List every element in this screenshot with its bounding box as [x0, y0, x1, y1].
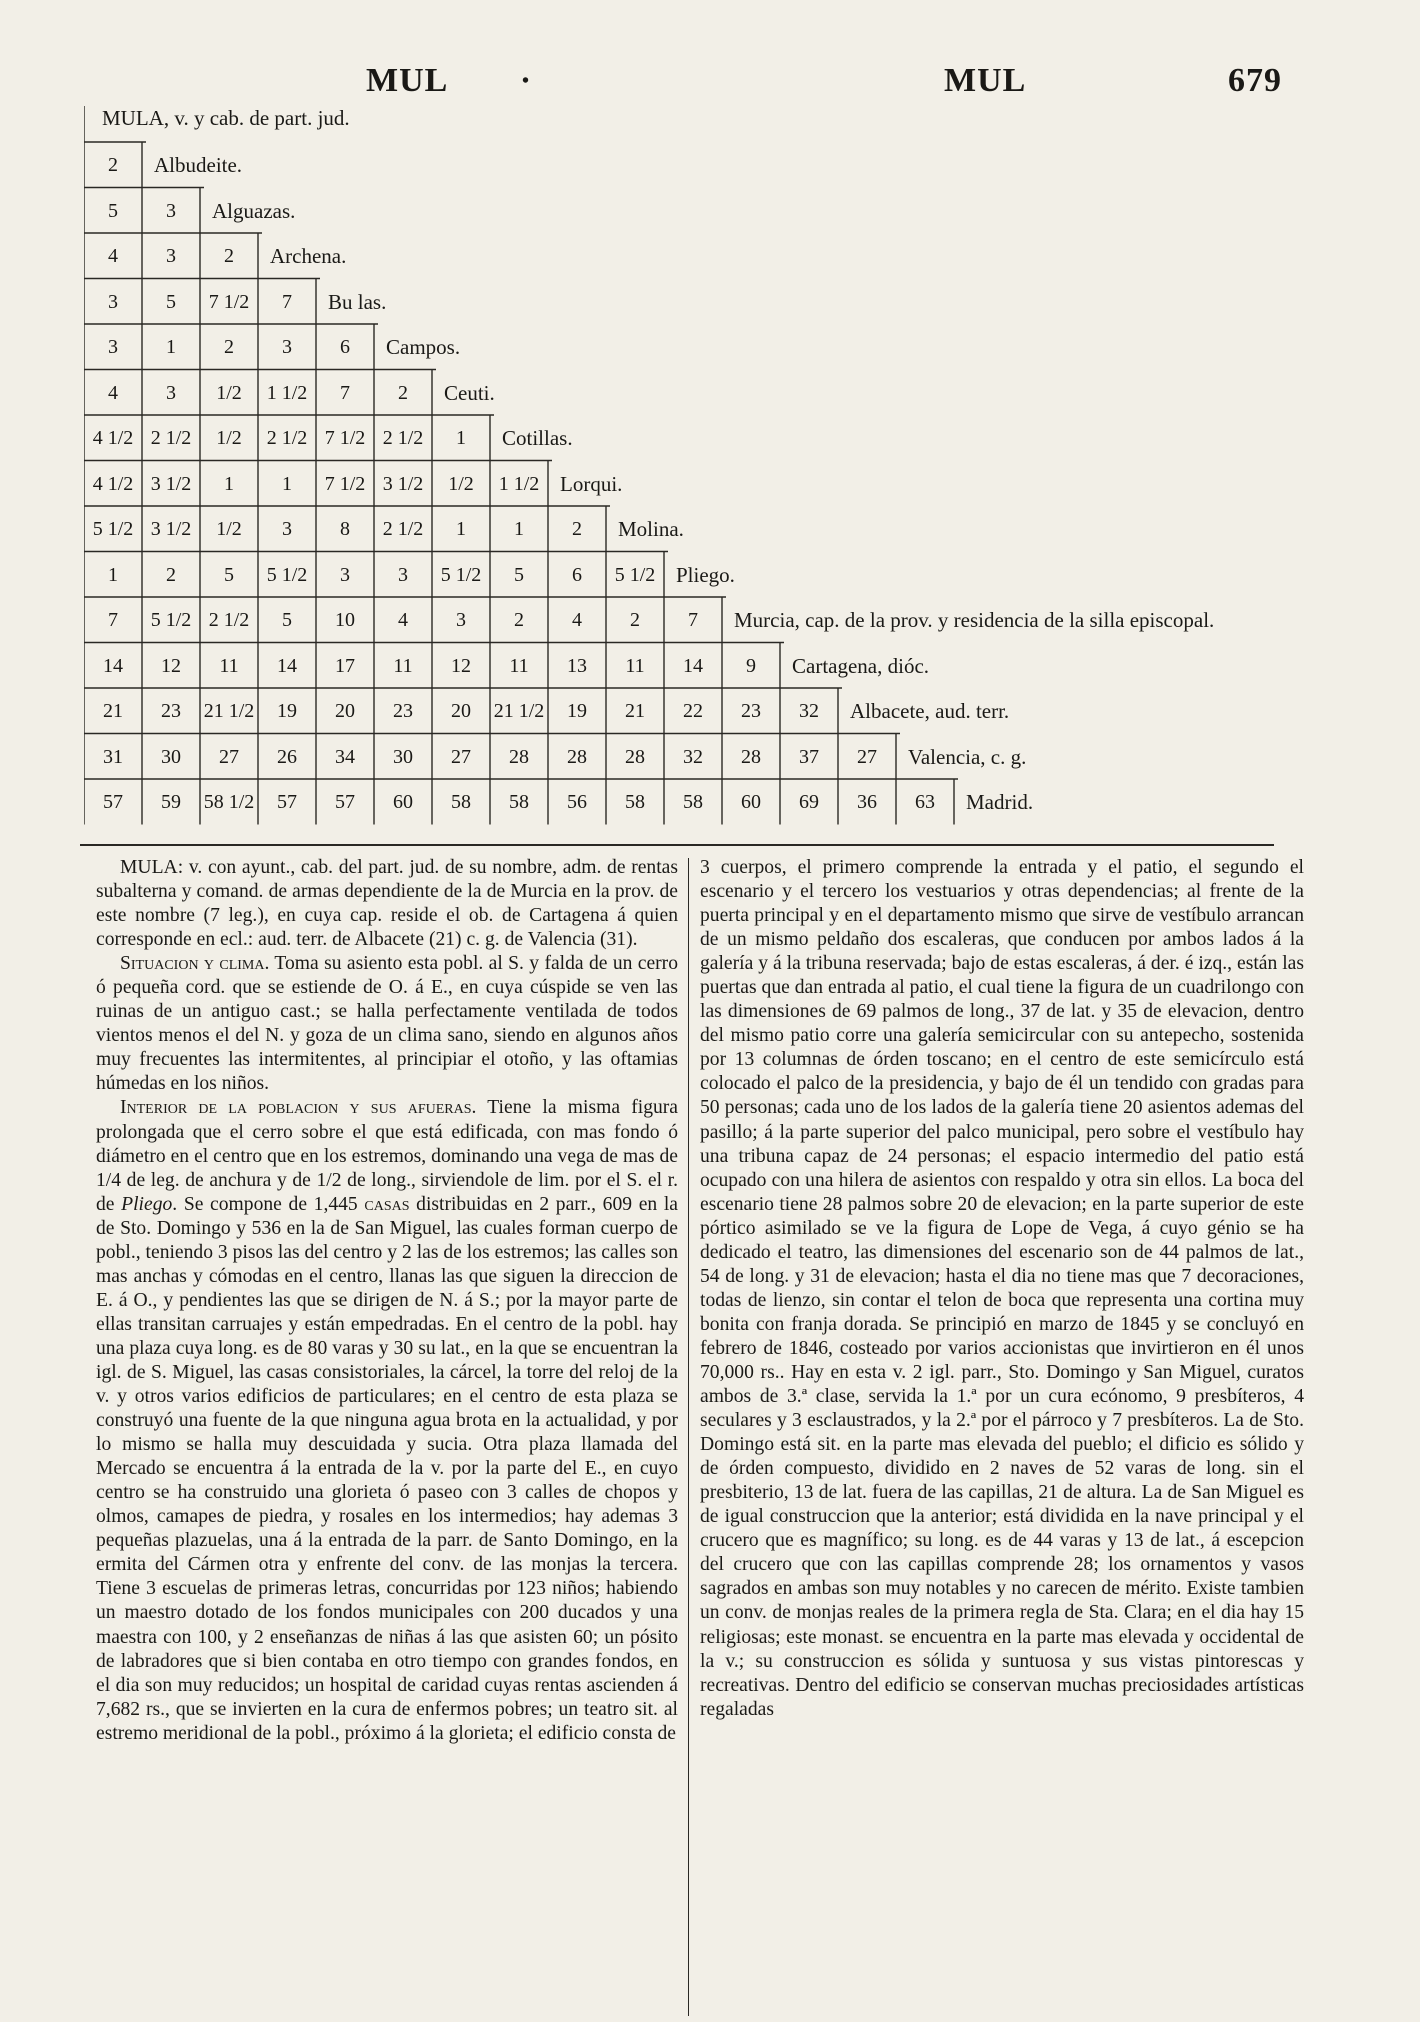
- distance-cell: 2: [224, 245, 234, 267]
- distance-cell: 1: [456, 427, 466, 449]
- distance-cell: 4 1/2: [92, 472, 134, 495]
- distance-cell: 12: [161, 654, 181, 677]
- distance-cell: 14: [103, 654, 123, 677]
- distance-cell: 58: [625, 791, 645, 813]
- distance-cell: 7 1/2: [208, 290, 250, 313]
- town-label: Campos.: [386, 335, 461, 359]
- keyword-casas: casas: [364, 1193, 410, 1215]
- town-label: Bu las.: [328, 289, 387, 314]
- distance-cell: 5 1/2: [440, 563, 482, 586]
- town-label: Pliego.: [676, 562, 735, 587]
- distance-cell: 5: [108, 199, 118, 222]
- table-bottom-rule: [80, 844, 1274, 846]
- distance-cell: 9: [746, 654, 756, 677]
- distance-cell: 4: [108, 245, 118, 267]
- distance-cell: 11: [625, 654, 645, 677]
- distance-cell: 28: [567, 745, 587, 768]
- distance-cell: 5 1/2: [266, 563, 308, 586]
- distance-cell: 5 1/2: [614, 563, 656, 586]
- distance-cell: 57: [277, 791, 297, 813]
- distance-cell: 2: [398, 381, 408, 404]
- distance-cell: 21 1/2: [493, 700, 545, 722]
- distance-cell: 21 1/2: [203, 700, 255, 722]
- distance-cell: 5 1/2: [92, 518, 134, 540]
- distance-cell: 32: [683, 745, 703, 768]
- distance-cell: 69: [799, 791, 819, 813]
- distance-cell: 28: [741, 745, 761, 768]
- town-label: Alguazas.: [212, 198, 296, 223]
- section-situacion: [96, 952, 678, 1096]
- distance-cell: 2 1/2: [150, 427, 192, 449]
- distance-cell: 5: [282, 609, 292, 631]
- distance-cell: 7: [282, 290, 292, 313]
- distance-cell: 17: [335, 654, 355, 677]
- distance-cell: 1: [514, 518, 524, 540]
- town-label: Ceuti.: [444, 380, 495, 405]
- distance-cell: 19: [277, 700, 297, 722]
- distance-cell: 2: [166, 563, 176, 586]
- distance-cell: 37: [799, 745, 819, 768]
- distance-cell: 5: [224, 563, 234, 586]
- distance-cell: 1/2: [216, 427, 242, 449]
- distance-cell: 1/2: [448, 472, 474, 495]
- distance-cell: 1: [166, 336, 176, 358]
- distance-cell: 4: [108, 381, 118, 404]
- distance-cell: 1: [456, 518, 466, 540]
- distance-cell: 27: [857, 745, 877, 768]
- distance-cell: 1/2: [216, 518, 242, 540]
- distance-cell: 30: [161, 745, 181, 768]
- section-heading: Situacion y clima.: [120, 953, 270, 975]
- distance-cell: 11: [219, 654, 239, 677]
- distance-cell: 21: [103, 700, 123, 722]
- section-text: distribuidas en 2 parr., 609 en la de Sto. Domingo y 536 en la de San Miguel, las cuales forman cuerpo de pobl., teniendo 3 pisos las del centro y 2 las de los estremos; las calles son mas anchas y cómodas en el centro, llanas las que siguen la direccion de E. á O., y pendientes las que se dirigen de N. á S.; por la mayor parte de ellas transitan carruajes y están empedradas. En el centro de la pobl. hay una plaza cuya long. es de 80 varas y 30 su lat., en la que se encuentran la igl. de S. Miguel, las casas consistoriales, la cárcel, la torre del reloj de la v. y otros varios edificios de particulares; en el centro de esta plaza se construyó una fuente de la que ninguna agua brota en la actualidad, y por lo mismo se halla muy descuidada y sucia. Otra plaza llamada del Mercado se encuentra á la entrada de la v. por la parte del E., en cuyo centro se ha construido una glorieta ó paseo con 3 calles de chopos y olmos, camapes de piedra, y rosales en los intermedios; hay ademas 3 pequeñas plazuelas, una á la entrada de la parr. de Santo Domingo, en la ermita del Cármen otra y enfrente del conv. de las monjas la tercera. Tiene 3 escuelas de primeras letras, concurridas por 123 niños; habiendo un maestro dotado de los fondos municipales con 200 ducados y una maestra con 100, y 2 enseñanzas de niñas á las que asisten 60; un pósito de labradores que si bien contaba en otro tiempo con grandes fondos, en el dia son muy reducidos; un hospital de caridad cuyas rentas ascienden á 7,682 rs., que se invierten en la cura de enfermos pobres; un teatro sit. al estremo meridional de la pobl., próximo á la glorieta; el edificio consta de: [96, 1193, 678, 1744]
- town-label: Cartagena, dióc.: [792, 653, 930, 678]
- distance-cell: 3: [166, 381, 176, 404]
- running-head-center: MUL: [944, 62, 1027, 99]
- distance-cell: 6: [340, 336, 350, 358]
- distance-cell: 1: [224, 472, 234, 495]
- distance-cell: 31: [103, 745, 123, 768]
- running-head-dot: •: [522, 70, 531, 92]
- distance-cell: 36: [857, 791, 877, 813]
- distance-cell: 30: [393, 745, 413, 768]
- distance-table-title: MULA, v. y cab. de part. jud.: [102, 106, 350, 130]
- town-label: Albudeite.: [154, 153, 243, 177]
- town-label: Madrid.: [966, 790, 1034, 814]
- distance-cell: 2 1/2: [266, 427, 308, 449]
- distance-cell: 2 1/2: [382, 427, 424, 449]
- place-name: Pliego: [121, 1193, 173, 1215]
- distance-cell: 6: [572, 563, 582, 586]
- distance-cell: 3: [166, 199, 176, 222]
- distance-cell: 28: [625, 745, 645, 768]
- distance-cell: 1 1/2: [498, 472, 540, 495]
- distance-cell: 20: [335, 700, 355, 722]
- column-divider: [688, 858, 689, 2016]
- distance-cell: 5: [514, 563, 524, 586]
- distance-cell: 58: [683, 791, 703, 813]
- distance-cell: 2 1/2: [382, 518, 424, 540]
- distance-cell: 4: [572, 609, 582, 631]
- distance-cell: 27: [219, 745, 239, 768]
- distance-cell: 58 1/2: [203, 791, 255, 813]
- distance-cell: 13: [567, 654, 587, 677]
- distance-cell: 58: [451, 791, 471, 813]
- distance-cell: 2: [630, 609, 640, 631]
- section-text: . Se compone de 1,445: [172, 1193, 358, 1215]
- distance-cell: 3 1/2: [150, 518, 192, 540]
- distance-cell: 7 1/2: [324, 472, 366, 495]
- distance-cell: 12: [451, 654, 471, 677]
- distance-cell: 3: [282, 336, 292, 358]
- town-label: Archena.: [270, 244, 347, 268]
- distance-cell: 7: [688, 609, 698, 631]
- distance-cell: 1: [282, 472, 292, 495]
- town-label: Lorqui.: [560, 471, 623, 496]
- distance-cell: 2: [514, 609, 524, 631]
- town-label: Molina.: [618, 517, 684, 541]
- distance-cell: 20: [451, 700, 471, 722]
- distance-cell: 11: [393, 654, 413, 677]
- distance-cell: 2: [572, 518, 582, 540]
- distance-cell: 60: [393, 791, 413, 813]
- distance-cell: 14: [683, 654, 703, 677]
- distance-cell: 27: [451, 745, 471, 768]
- section-interior: [96, 1096, 678, 1745]
- distance-cell: 11: [509, 654, 529, 677]
- distance-cell: 10: [335, 609, 355, 631]
- distance-cell: 22: [683, 700, 703, 722]
- distance-cell: 7 1/2: [324, 427, 366, 449]
- town-label: Valencia, c. g.: [908, 744, 1027, 769]
- distance-cell: 3: [108, 336, 118, 358]
- distance-cell: 63: [915, 791, 935, 813]
- page-number: 679: [1228, 62, 1282, 99]
- running-head-left: MUL: [366, 62, 449, 99]
- town-label: Albacete, aud. terr.: [850, 699, 1010, 723]
- distance-cell: 3: [166, 245, 176, 267]
- distance-cell: 32: [799, 700, 819, 722]
- section-text: Toma su asiento esta pobl. al S. y falda de un cerro ó pequeña cord. que se estiende de O. á E., en cuya cúspide se ven las ruinas de un antiguo cast.; se halla perfectamente ventilada de todos vientos menos el del N. y goza de un clima sano, siendo en algunos años muy frecuentes las intermitentes, al principiar el otoño, y las oftamias húmedas en los niños.: [96, 953, 679, 1095]
- town-label: Murcia, cap. de la prov. y residencia de la silla episcopal.: [734, 608, 1215, 632]
- distance-cell: 2: [224, 336, 234, 358]
- distance-cell: 1: [108, 563, 118, 586]
- distance-cell: 2 1/2: [208, 609, 250, 631]
- distance-cell: 57: [335, 791, 355, 813]
- entry-intro: [96, 856, 678, 952]
- distance-cell: 56: [567, 791, 587, 813]
- distance-cell: 2: [108, 154, 118, 176]
- distance-cell: 7: [340, 381, 350, 404]
- entry-intro-text: : v. con ayunt., cab. del part. jud. de su nombre, adm. de rentas subalterna y comand. de armas dependiente de la de Murcia en la prov. de este nombre (7 leg.), en cuya cap. reside el ob. de Cartagena á quien corresponde en ecl.: aud. terr. de Albacete (21) c. g. de Valencia (31).: [96, 857, 678, 951]
- distance-cell: 58: [509, 791, 529, 813]
- section-text: Tiene la misma figura prolongada que el cerro sobre el que está edificada, con mas fondo ó diámetro en el centro que en los estremos, dominando una vega de mas de 1/4 de leg. de anchura y de 1/2 de long., sirviendole de lim. por el S. el r. de: [96, 1097, 679, 1215]
- continued-text: 3 cuerpos, el primero comprende la entrada y el patio, el segundo el escenario y el tercero los vestuarios y otras dependencias; al frente de la puerta principal y en el departamento mismo que sirve de vestíbulo arrancan de un mismo peldaño dos escaleras, que conducen por ambos lados á la galería y á la tribuna reservada; bajo de estas escaleras, á der. é izq., están las puertas que dan entrada al patio, el cual tiene la figura de un cuadrilongo con las dimensiones de 69 palmos de long., 37 de lat. y 35 de elevacion, dentro del mismo patio corre una galería semicircular con su antepecho, sostenida por 13 columnas de órden toscano; en el centro de este semicírculo está colocado el palco de la presidencia, y bajo de él un tendido con gradas para 50 personas; cada uno de los lados de la galería tiene 20 asientos ademas del pasillo; á la parte superior del palco municipal, pero sobre el vestíbulo hay una tribuna capaz de 24 personas; el espacio intermedio del patio está ocupado con una hilera de asientos con respaldo y otra sin ellos. La boca del escenario tiene 28 palmos sobre 20 de elevacion; en la parte superior de este pórtico asimilado se ve la figura de Lope de Vega, á cuyo génio se ha dedicado el teatro, las dimensiones del escenario son de 44 palmos de lat., 54 de long. y 31 de elevacion; hasta el dia no tiene mas que 7 decoraciones, todas de lienzo, sin contar el telon de boca que representa una cortina muy bonita con franja dorada. Se principió en marzo de 1845 y se concluyó en febrero de 1846, costeado por varios accionistas que invirtieron en él unos 70,000 rs.. Hay en esta v. 2 igl. parr., Sto. Domingo y San Miguel, curatos ambos de 3.ª clase, servida la 1.ª por un cura ecónomo, 9 presbíteros, 4 seculares y 3 esclaustrados, y la 2.ª por el párroco y 7 presbíteros. La de Sto. Domingo está sit. en la parte mas elevada del pueblo; el dificio es sólido y de órden compuesto, dividido en 2 naves de 52 varas de long. sin el presbiterio, 13 de lat. fuera de las capillas, 21 de altura. La de San Miguel es de igual construccion que la anterior; está dividida en la nave principal y el crucero que es magnífico; su long. es de 44 varas y 13 de lat., á escepcion del crucero que con las capillas comprende 28; los ornamentos y vasos sagrados en ambas son muy notables y no carecen de mérito. Existe tambien un conv. de monjas reales de la primera regla de Sta. Clara; en el dia hay 15 religiosas; este monast. se encuentra en la parte mas elevada y occidental de la v.; su construccion es sólida y suntuosa y sus vistas pintorescas y recreativas. Dentro del edificio se conservan muchas preciosidades artísticas regaladas: [700, 857, 1304, 1720]
- distance-cell: 1 1/2: [266, 381, 308, 404]
- distance-cell: 26: [277, 745, 297, 768]
- distance-cell: 8: [340, 518, 350, 540]
- distance-cell: 23: [161, 700, 181, 722]
- distance-cell: 28: [509, 745, 529, 768]
- distance-cell: 4 1/2: [92, 427, 134, 449]
- distance-cell: 3: [340, 563, 350, 586]
- distance-cell: 7: [108, 609, 118, 631]
- distance-cell: 3: [282, 518, 292, 540]
- distance-table: [84, 106, 1274, 828]
- distance-cell: 3: [108, 290, 118, 313]
- entry-headword: MULA: [120, 857, 178, 878]
- distance-cell: 23: [393, 700, 413, 722]
- town-label: Cotillas.: [502, 426, 573, 450]
- left-text-column: [96, 856, 678, 1746]
- distance-cell: 57: [103, 791, 123, 813]
- distance-cell: 59: [161, 791, 181, 813]
- distance-cell: 3: [398, 563, 408, 586]
- distance-cell: 14: [277, 654, 297, 677]
- distance-cell: 19: [567, 700, 587, 722]
- right-text-column: [700, 856, 1304, 1722]
- distance-cell: 5: [166, 290, 176, 313]
- distance-cell: 3 1/2: [150, 472, 192, 495]
- distance-cell: 60: [741, 791, 761, 813]
- distance-cell: 21: [625, 700, 645, 722]
- distance-cell: 5 1/2: [150, 609, 192, 631]
- distance-cell: 1/2: [216, 381, 242, 404]
- distance-cell: 23: [741, 700, 761, 722]
- distance-cell: 4: [398, 609, 408, 631]
- distance-cell: 34: [335, 745, 355, 768]
- section-heading: Interior de la poblacion y sus afueras.: [120, 1097, 477, 1119]
- distance-cell: 3 1/2: [382, 472, 424, 495]
- distance-cell: 3: [456, 609, 466, 631]
